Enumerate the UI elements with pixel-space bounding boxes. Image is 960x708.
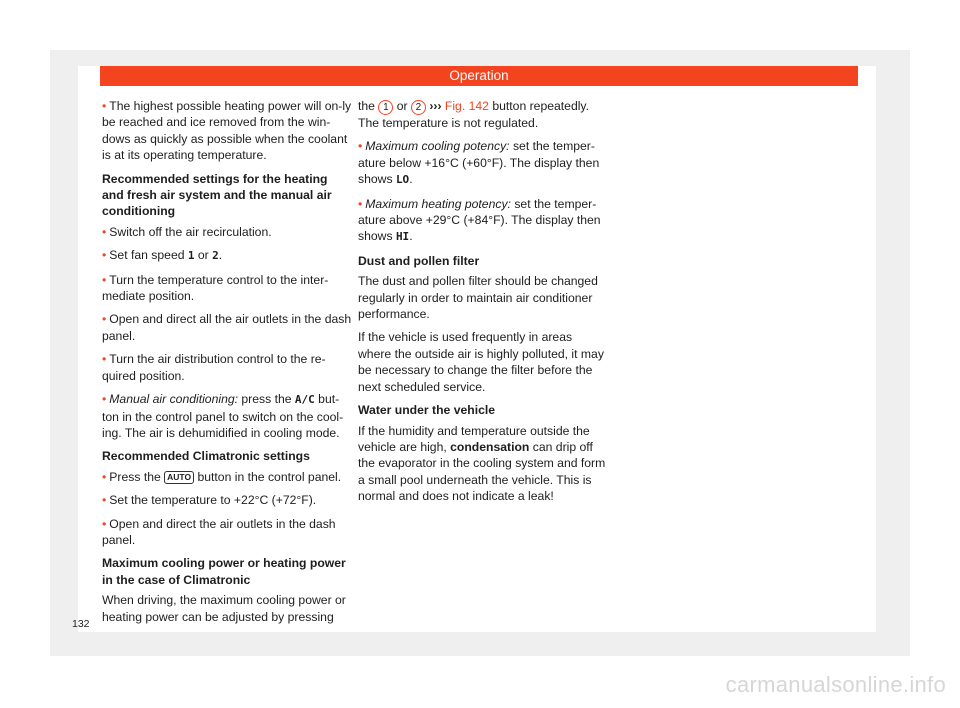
bullet-icon: • [102, 392, 107, 407]
bullet-icon: • [102, 99, 107, 113]
list-item: • Turn the air distribution control to the re-quired position. [102, 352, 326, 383]
bullet-icon: • [102, 516, 107, 531]
auto-button-icon: AUTO [164, 471, 194, 484]
paragraph: The dust and pollen filter should be changed regularly in order to maintain air conditioner performance. [358, 274, 598, 322]
list-item: • Maximum cooling potency: set the temper-ature below +16°C (+60°F). The display then shows LO. [358, 139, 600, 187]
display-lo: LO [395, 173, 410, 187]
right-column [358, 98, 608, 512]
fan-speed-2-symbol: 2 [212, 249, 219, 263]
list-item: • Press the AUTO button in the control panel. [102, 469, 342, 484]
display-hi: HI [395, 230, 410, 244]
list-item: • The highest possible heating power will on-ly be reached and ice removed from the win-dows as quickly as possible when the coolant is at its operating temperature. [102, 99, 352, 163]
subheading: Recommended settings for the heating and fresh air system and the manual air conditioning [102, 171, 332, 219]
list-item: • Open and direct all the air outlets in the dash panel. [102, 312, 352, 343]
callout-2-icon: 2 [411, 100, 426, 115]
list-item: • Maximum heating potency: set the temper-ature above +29°C (+84°F). The display then shows HI. [358, 196, 601, 244]
paragraph: If the humidity and temperature outside the vehicle are high, condensation can drip off the evaporator in the cooling system and form a small pool underneath the vehicle. This is normal and does not indicate a leak! [358, 423, 606, 504]
bullet-icon: • [102, 248, 107, 263]
bullet-icon: • [358, 196, 363, 211]
subheading: Maximum cooling power or heating power in the case of Climatronic [102, 556, 346, 587]
arrows-icon: ››› [425, 99, 445, 113]
bullet-icon: • [102, 493, 107, 508]
list-item: • Set fan speed 1 or 2. [102, 248, 223, 263]
bullet-icon: • [102, 272, 107, 287]
bullet-icon: • [102, 312, 107, 327]
subheading: Water under the vehicle [358, 403, 496, 418]
bullet-icon: • [102, 352, 107, 367]
list-item: • Manual air conditioning: press the A/C but-ton in the control panel to switch on the cool-ing. The air is dehumidified in cooling mode. [102, 392, 344, 440]
watermark: carmanualsonline.info [725, 672, 946, 697]
subheading: Recommended Climatronic settings [102, 449, 310, 464]
list-item: • Switch off the air recirculation. [102, 224, 272, 239]
ac-button-symbol: A/C [294, 393, 315, 407]
section-title: Operation [449, 68, 509, 83]
subheading: Dust and pollen filter [358, 253, 480, 268]
paragraph: When driving, the maximum cooling power or heating power can be adjusted by pressing [102, 593, 346, 624]
fan-speed-1-symbol: 1 [187, 249, 195, 263]
bullet-icon: • [358, 139, 363, 154]
bullet-icon: • [102, 224, 107, 239]
section-header [100, 66, 858, 86]
paragraph: the 1 or 2 ››› Fig. 142 button repeatedly. The temperature is not regulated. [358, 99, 590, 130]
paragraph: If the vehicle is used frequently in areas where the outside air is highly polluted, it may be necessary to change the filter before the next scheduled service. [358, 330, 604, 394]
list-item: • Turn the temperature control to the inter-mediate position. [102, 272, 329, 304]
bullet-icon: • [102, 469, 107, 484]
left-column [102, 98, 352, 632]
callout-1-icon: 1 [378, 100, 393, 115]
list-item: • Open and direct the air outlets in the dash panel. [102, 516, 336, 547]
figure-link[interactable]: Fig. 142 [444, 99, 489, 113]
list-item: • Set the temperature to +22°C (+72°F). [102, 493, 317, 508]
page-number: 132 [72, 618, 90, 630]
